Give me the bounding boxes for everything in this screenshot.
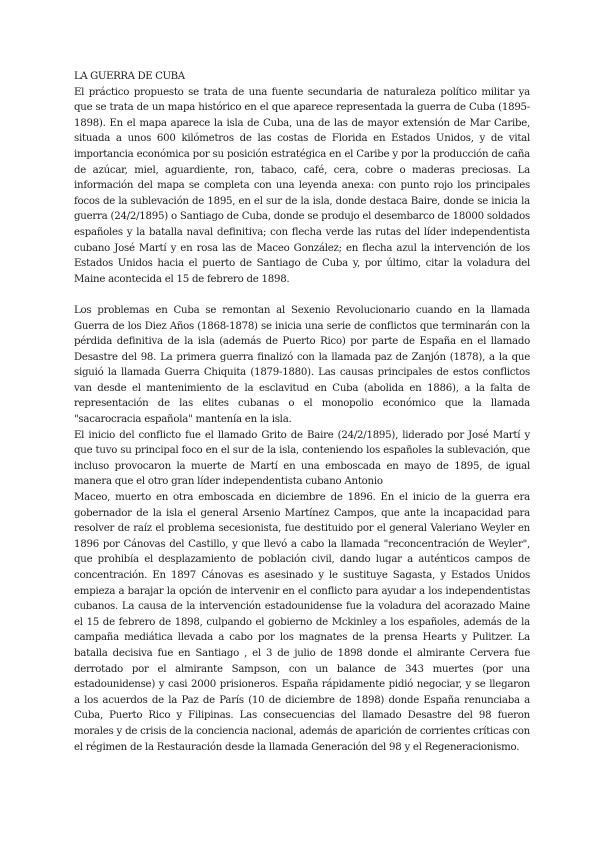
document-title: LA GUERRA DE CUBA	[74, 71, 185, 82]
intro-paragraph: El práctico propuesto se trata de una fuente secundaria de naturaleza político militar ya que se trata de un mapa histórico en el que aparece representada la guerra de Cuba (1895-1898). En el mapa aparece la isla de Cuba, una de las de mayor extensión de Mar Caribe, situada a unos 600 kilómetros de las costas de Florida en Estados Unidos, y de vital importancia económica por su posición estratégica en el Caribe y por la producción de caña de azúcar, miel, aguardiente, ron, tabaco, café, cera, cobre o maderas preciosas. La información del mapa se completa con una leyenda anexa: con punto rojo los principales focos de la sublevación de 1895, en el sur de la isla, donde destaca Baire, donde se inicia la guerra (24/2/1895) o Santiago de Cuba, donde se produjo el desembarco de 18000 soldados españoles y la batalla naval definitiva; con flecha verde las rutas del líder independentista cubano José Martí y en rosa las de Maceo González; en flecha azul la intervención de los Estados Unidos hacia el puerto de Santiago de Cuba y, por último, citar la voladura del Maine acontecida el 15 de febrero de 1898.	[74, 86, 530, 285]
document-body	[74, 69, 530, 755]
body-paragraph: Los problemas en Cuba se remontan al Sexenio Revolucionario cuando en la llamada Guerra de los Diez Años (1868-1878) se inicia una serie de conflictos que terminarán con la pérdida definitiva de la isla (además de Puerto Rico) por parte de España en el llamado Desastre del 98. La primera guerra finalizó con la llamada paz de Zanjón (1878), a la que siguió la llamada Guerra Chiquita (1879-1880). Las causas principales de estos conflictos van desde el mantenimiento de la esclavitud en Cuba (abolida en 1886), a la falta de representación de las elites cubanas o el monopolio económico que la llamada "sacarocracia española" mantenía en la isla.	[74, 304, 530, 426]
body-paragraph: Maceo, muerto en otra emboscada en diciembre de 1896. En el inicio de la guerra era gobernador de la isla el general Arsenio Martínez Campos, que ante la incapacidad para resolver de raíz el problema secesionista, fue destituido por el general Valeriano Weyler en 1896 por Cánovas del Castillo, y que llevó a cabo la llamada "reconcentración de Weyler", que prohibía el desplazamiento de población civil, dando lugar a auténticos campos de concentración. En 1897 Cánovas es asesinado y le sustituye Sagasta, y Estados Unidos empieza a barajar la opción de intervenir en el conflicto para ayudar a los independentistas cubanos. La causa de la intervención estadounidense fue la voladura del acorazado Maine el 15 de febrero de 1898, culpando el gobierno de Mckinley a los españoles, además de la campaña mediática llevada a cabo por los magnates de la prensa Hearts y Pulitzer. La batalla decisiva fue en Santiago , el 3 de julio de 1898 donde el almirante Cervera fue derrotado por el almirante Sampson, con un balance de 343 muertes (por una estadounidense) y casi 2000 prisioneros. España rápidamente pidió negociar, y se llegaron a los acuerdos de la Paz de París (10 de diciembre de 1898) donde España renunciaba a Cuba, Puerto Rico y Filipinas. Las consecuencias del llamado Desastre del 98 fueron morales y de crisis de la conciencia nacional, además de aparición de corrientes críticas con el régimen de la Restauración desde la llamada Generación del 98 y el Regeneracionismo.	[74, 492, 530, 753]
body-paragraph: El inicio del conflicto fue el llamado Grito de Baire (24/2/1895), liderado por José Martí y que tuvo su principal foco en el sur de la isla, conteniendo los españoles la sublevación, que incluso provocaron la muerte de Martí en una emboscada en mayo de 1895, de igual manera que el otro gran líder independentista cubano Antonio	[74, 429, 530, 488]
paragraph-gap	[74, 287, 530, 303]
